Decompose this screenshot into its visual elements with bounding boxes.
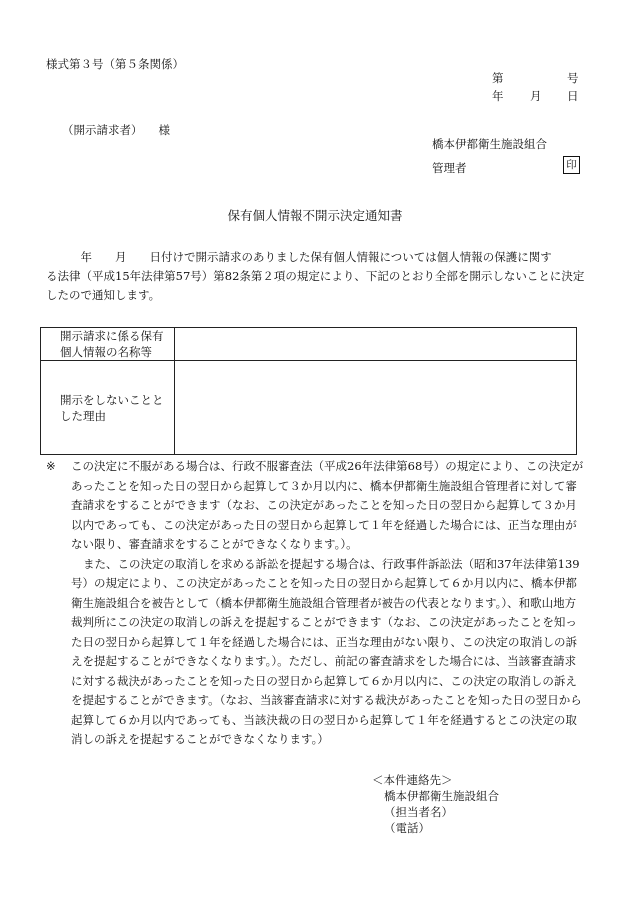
body-line-1: 年 月 日付けで開示請求のありました保有個人情報については個人情報の保護に関す (46, 250, 552, 264)
document-number-line (492, 70, 578, 86)
year-label: 年 (492, 89, 504, 103)
table-row (41, 361, 577, 455)
body-line-2: る法律（平成15年法律第57号）第82条第２項の規定により、下記のとおり全部を開示しないことに決定したので通知します。 (46, 269, 585, 302)
contact-phone: （電話） (384, 821, 430, 835)
reason-value (175, 361, 577, 455)
form-number: 様式第３号（第５条関係） (46, 57, 184, 71)
sender-manager: 管理者 (432, 161, 467, 175)
requester-label: （開示請求者） (62, 123, 143, 137)
seal-box: 印 (563, 156, 580, 174)
notice-paragraph-1: この決定に不服がある場合は、行政不服審査法（平成26年法律第68号）の規定により、この決定があったことを知った日の翌日から起算して３か月以内に、橋本伊都衛生施設組合管理者に対して審査請求をすることができます（なお、この決定があったことを知った日の翌日から起算して３か月以内であっても、この決定があった日の翌日から起算して１年を経過した場合には、正当な理由がない限り、審査請求をすることができなくなります。）。 (71, 459, 584, 551)
number-label: 第 (492, 71, 504, 85)
reason-label: 開示をしないこととした理由 (41, 361, 175, 455)
number-suffix: 号 (567, 71, 579, 85)
requested-info-value (175, 328, 577, 361)
notice-paragraph-2: また、この決定の取消しを求める訴訟を提起する場合は、行政事件訴訟法（昭和37年法律第139号）の規定により、この決定があったことを知った日の翌日から起算して６か月以内に、橋本伊都衛生施設組合を被告として（橋本伊都衛生施設組合管理者が被告の代表となります。）、和歌山地方裁判所にこの決定の取消しの訴えを提起することができます（なお、この決定があったことを知った日の翌日から起算して１年を経過した場合には、正当な理由がない限り、この決定の取消しの訴えを提起することができなくなります。）。ただし、前記の審査請求をした場合には、当該審査請求に対する裁決があったことを知った日の翌日から起算して６か月以内に、この決定の取消しの訴えを提起することができます。（なお、当該審査請求に対する裁決があったことを知った日の翌日から起算して６か月以内であっても、当該決裁の日の翌日から起算して１年を経過するとこの決定の取消しの訴えを提起することができなくなります。） (71, 556, 582, 746)
day-label: 日 (567, 89, 579, 103)
contact-organization: 橋本伊都衛生施設組合 (384, 789, 499, 803)
date-line (492, 88, 578, 104)
sender-organization: 橋本伊都衛生施設組合 (432, 137, 547, 151)
appeal-notice (46, 457, 586, 750)
body-text (46, 248, 586, 305)
month-label: 月 (530, 89, 542, 103)
contact-heading: ＜本件連絡先＞ (372, 773, 453, 787)
addressee (62, 122, 170, 138)
document-title: 保有個人情報不開示決定通知書 (227, 208, 403, 223)
info-table (40, 327, 577, 455)
honorific: 様 (158, 123, 170, 137)
contact-block (372, 772, 499, 836)
requested-info-label: 開示請求に係る保有個人情報の名称等 (41, 328, 175, 361)
table-row (41, 328, 577, 361)
note-mark: ※ (46, 459, 56, 473)
contact-person: （担当者名） (384, 805, 453, 819)
